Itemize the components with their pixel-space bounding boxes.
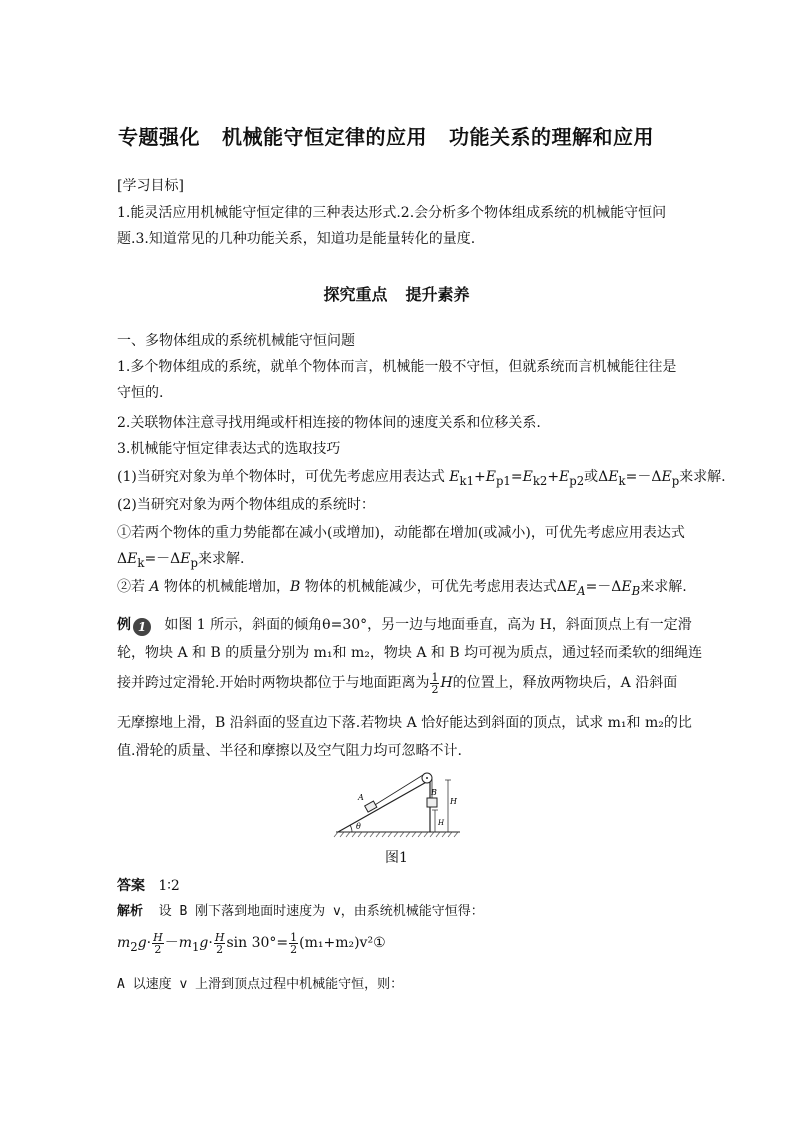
goals-label: [学习目标] bbox=[117, 178, 184, 194]
example-line-5: 值.滑轮的质量、半径和摩擦以及空气阻力均可忽略不计. bbox=[117, 743, 462, 759]
section1-p5: (2)当研究对象为两个物体组成的系统时： bbox=[117, 497, 375, 513]
label-half-H: H bbox=[438, 819, 445, 827]
label-theta: θ bbox=[356, 822, 361, 831]
section-heading: 探究重点 提升素养 bbox=[323, 285, 470, 304]
label-H: H bbox=[450, 797, 457, 806]
analysis-line-1: 解析 设 B 刚下落到地面时速度为 v，由系统机械能守恒得： bbox=[117, 904, 484, 919]
section1-p4: (1)当研究对象为单个物体时，可优先考虑应用表达式 $E_{k1}+E_{p1}=E_{k2}+E_{p2}$或$\Delta E_k=-\Delta E_p$来求解. bbox=[117, 469, 726, 488]
analysis-equation: $m_2g\cdot$ $\frac{H}{2}$ $-m_1g\cdot$ $\frac{H}{2}$ sin 30°= $\frac{1}{2}$ (m₁+m₂)v²① bbox=[117, 930, 386, 956]
section1-p1-line1: 1.多个物体组成的系统，就单个物体而言，机械能一般不守恒，但就系统而言机械能往往是 bbox=[117, 359, 677, 375]
section1-p6-line2: $\Delta E_k=-\Delta E_p$来求解. bbox=[117, 551, 245, 570]
section1-p2: 2.关联物体注意寻找用绳或杆相连接的物体间的速度关系和位移关系. bbox=[117, 415, 541, 431]
section1-p1-line2: 守恒的. bbox=[117, 385, 164, 401]
incline-pulley-figure bbox=[330, 770, 470, 840]
goals-line-1: 1.能灵活应用机械能守恒定律的三种表达形式.2.会分析多个物体组成系统的机械能守恒问 bbox=[117, 205, 667, 221]
goals-line-2: 题.3.知道常见的几种功能关系，知道功是能量转化的量度. bbox=[117, 231, 476, 247]
example-number-icon: 1 bbox=[133, 618, 151, 636]
figure-caption: 图1 bbox=[385, 850, 408, 866]
section1-p3: 3.机械能守恒定律表达式的选取技巧 bbox=[117, 441, 341, 457]
section1-p7: ②若 A 物体的机械能增加，B 物体的机械能减少，可优先考虑用表达式$\Delta E_A=-\Delta E_B$来求解. bbox=[117, 579, 687, 598]
example-badge: 例 1 bbox=[117, 612, 151, 638]
example-line-4: 无摩擦地上滑，B 沿斜面的竖直边下落.若物块 A 恰好能达到斜面的顶点，试求 m₁和 m₂的比 bbox=[117, 715, 692, 731]
fraction-one-half: $\frac{1}{2}$ bbox=[431, 670, 439, 696]
page-title: 专题强化 机械能守恒定律的应用 功能关系的理解和应用 bbox=[118, 125, 654, 149]
analysis-line-3: A 以速度 v 上滑到顶点过程中机械能守恒，则： bbox=[117, 977, 404, 992]
answer-line: 答案 1∶2 bbox=[117, 878, 180, 894]
section1-heading: 一、多物体组成的系统机械能守恒问题 bbox=[117, 333, 355, 349]
example-line-2: 轮，物块 A 和 B 的质量分别为 m₁和 m₂，物块 A 和 B 均可视为质点，通过轻而柔软的细绳连 bbox=[117, 645, 703, 661]
label-A: A bbox=[358, 793, 364, 802]
example-line-1: 例 1 如图 1 所示，斜面的倾角θ=30°，另一边与地面垂直，高为 H，斜面顶点上有一定滑 bbox=[117, 612, 692, 638]
label-B: B bbox=[431, 788, 437, 797]
section1-p6-line1: ①若两个物体的重力势能都在减小(或增加)，动能都在增加(或减小)，可优先考虑应用表达式 bbox=[117, 525, 685, 541]
example-line-3: 接并跨过定滑轮.开始时两物块都位于与地面距离为 $\frac{1}{2}$ H的位置上，释放两物块后，A 沿斜面 bbox=[117, 670, 678, 696]
